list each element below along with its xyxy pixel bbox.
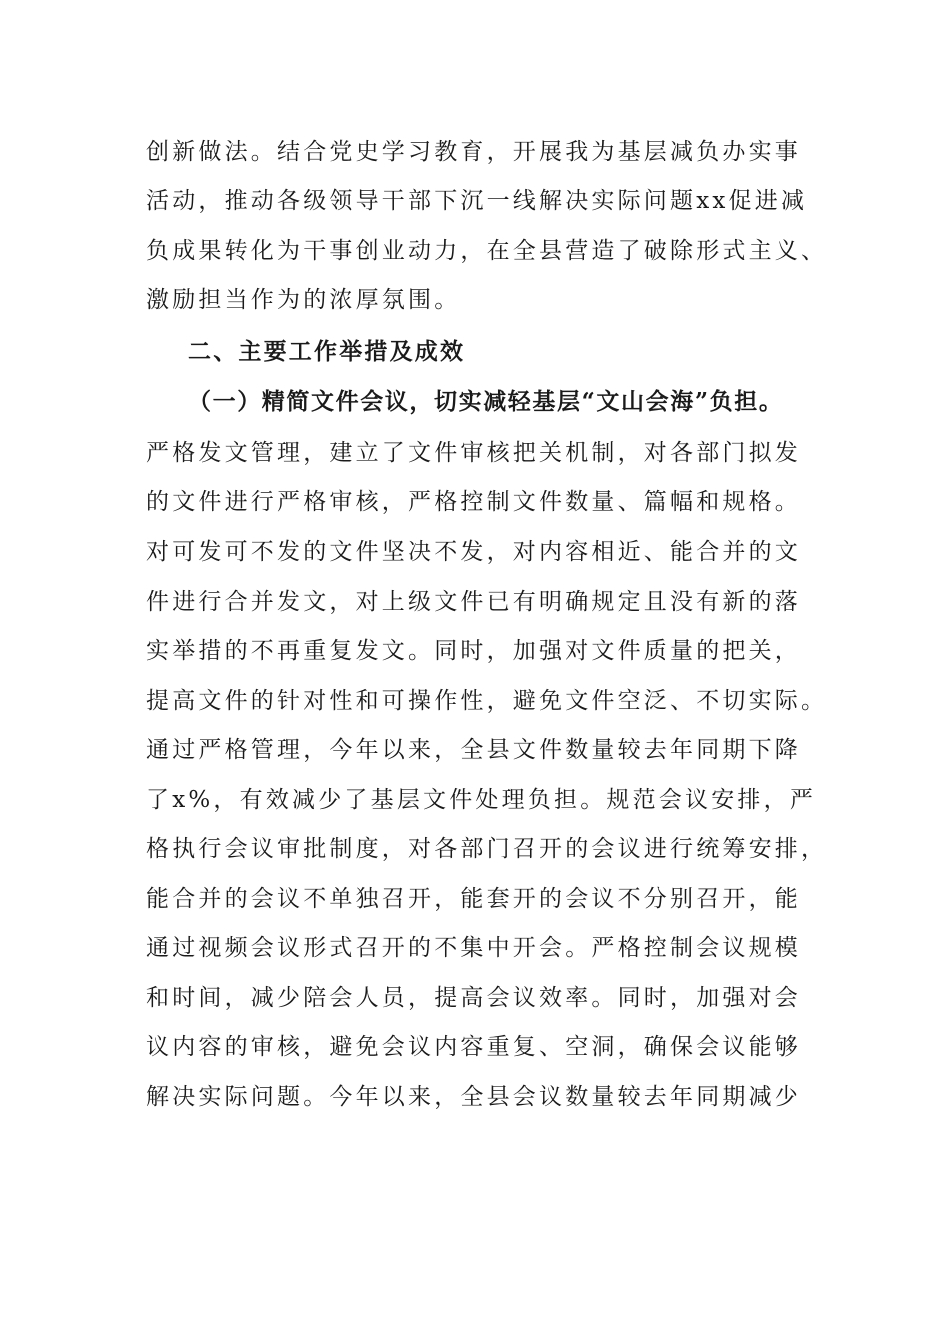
body-text-line: 对可发可不发的文件坚决不发，对内容相近、能合并的文 bbox=[146, 539, 801, 565]
body-text-line: 提高文件的针对性和可操作性，避免文件空泛、不切实际。 bbox=[146, 688, 828, 714]
body-text-line: 解决实际问题。今年以来，全县会议数量较去年同期减少 bbox=[146, 1084, 801, 1110]
body-text-line: 严格发文管理，建立了文件审核把关机制，对各部门拟发 bbox=[146, 440, 801, 466]
body-text-line: 的文件进行严格审核，严格控制文件数量、篇幅和规格。 bbox=[146, 489, 801, 515]
body-text-line: 议内容的审核，避免会议内容重复、空洞，确保会议能够 bbox=[146, 1034, 801, 1060]
body-text-line: 通过严格管理，今年以来，全县文件数量较去年同期下降 bbox=[146, 737, 801, 763]
body-text-line: 格执行会议审批制度，对各部门召开的会议进行统筹安排， bbox=[146, 836, 828, 862]
body-text-line: 通过视频会议形式召开的不集中开会。严格控制会议规模 bbox=[146, 935, 801, 961]
body-text-line: 负成果转化为干事创业动力，在全县营造了破除形式主义、 bbox=[146, 238, 828, 264]
body-text-line: 激励担当作为的浓厚氛围。 bbox=[146, 287, 461, 313]
body-text-line: 了x%，有效减少了基层文件处理负担。规范会议安排，严 bbox=[146, 787, 817, 813]
body-text-line: 件进行合并发文，对上级文件已有明确规定且没有新的落 bbox=[146, 589, 801, 615]
subsection-heading: （一）精简文件会议，切实减轻基层“文山会海”负担。 bbox=[188, 388, 784, 415]
body-text-line: 实举措的不再重复发文。同时，加强对文件质量的把关， bbox=[146, 638, 801, 664]
body-text-line: 创新做法。结合党史学习教育，开展我为基层减负办实事 bbox=[146, 139, 801, 165]
body-text-line: 和时间，减少陪会人员，提高会议效率。同时，加强对会 bbox=[146, 985, 801, 1011]
section-heading: 二、主要工作举措及成效 bbox=[188, 338, 466, 365]
body-text-line: 能合并的会议不单独召开，能套开的会议不分别召开，能 bbox=[146, 886, 801, 912]
body-text-line: 活动，推动各级领导干部下沉一线解决实际问题xx促进减 bbox=[146, 188, 808, 214]
